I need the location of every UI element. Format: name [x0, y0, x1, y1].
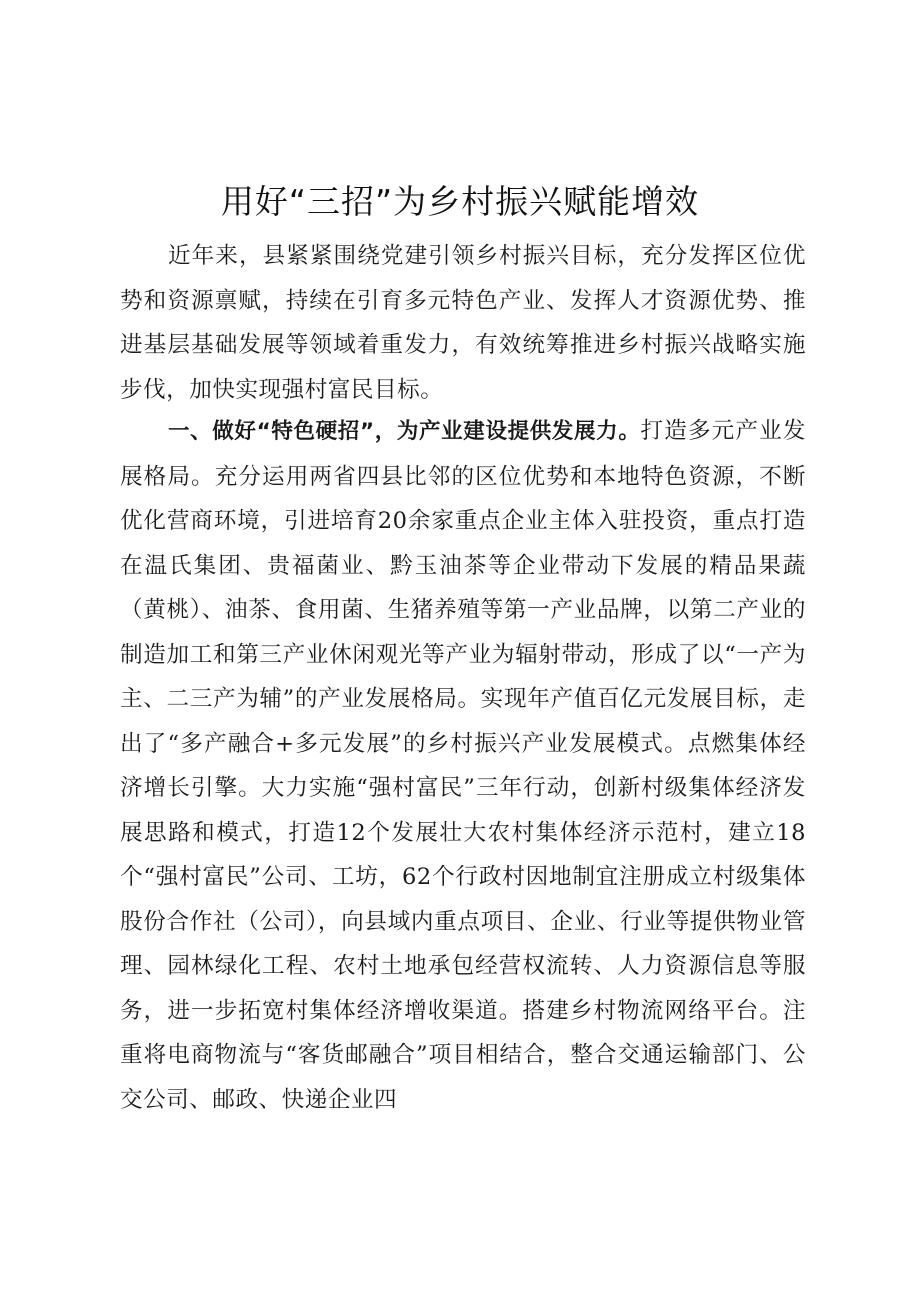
section-1-heading: 一、做好“特色硬招”，为产业建设提供发展力。: [168, 419, 641, 444]
section-1-text: 打造多元产业发展格局。充分运用两省四县比邻的区位优势和本地特色资源，不断优化营商环境，引进培育20余家重点企业主体入驻投资，重点打造在温氏集团、贵福菌业、黔玉油茶等企业带动下发展的精品果蔬（黄桃）、油茶、食用菌、生猪养殖等第一产业品牌，以第二产业的制造加工和第三产业休闲观光等产业为辐射带动，形成了以“一产为主、二三产为辅”的产业发展格局。实现年产值百亿元发展目标，走出了“多产融合+多元发展”的乡村振兴产业发展模式。点燃集体经济增长引擎。大力实施“强村富民”三年行动，创新村级集体经济发展思路和模式，打造12个发展壮大农村集体经济示范村，建立18个“强村富民”公司、工坊，62个行政村因地制宜注册成立村级集体股份合作社（公司），向县域内重点项目、企业、行业等提供物业管理、园林绿化工程、农村土地承包经营权流转、人力资源信息等服务，进一步拓宽村集体经济增收渠道。搭建乡村物流网络平台。注重将电商物流与“客货邮融合”项目相结合，整合交通运输部门、公交公司、邮政、快递企业四: [120, 418, 806, 1113]
document-title: 用好“三招”为乡村振兴赋能增效: [220, 182, 700, 221]
section-1-paragraph: [120, 409, 806, 1122]
intro-paragraph: 近年来，县紧紧围绕党建引领乡村振兴目标，充分发挥区位优势和资源禀赋，持续在引育多元特色产业、发挥人才资源优势、推进基层基础发展等领域着重发力，有效统筹推进乡村振兴战略实施步伐，加快实现强村富民目标。: [120, 243, 806, 403]
